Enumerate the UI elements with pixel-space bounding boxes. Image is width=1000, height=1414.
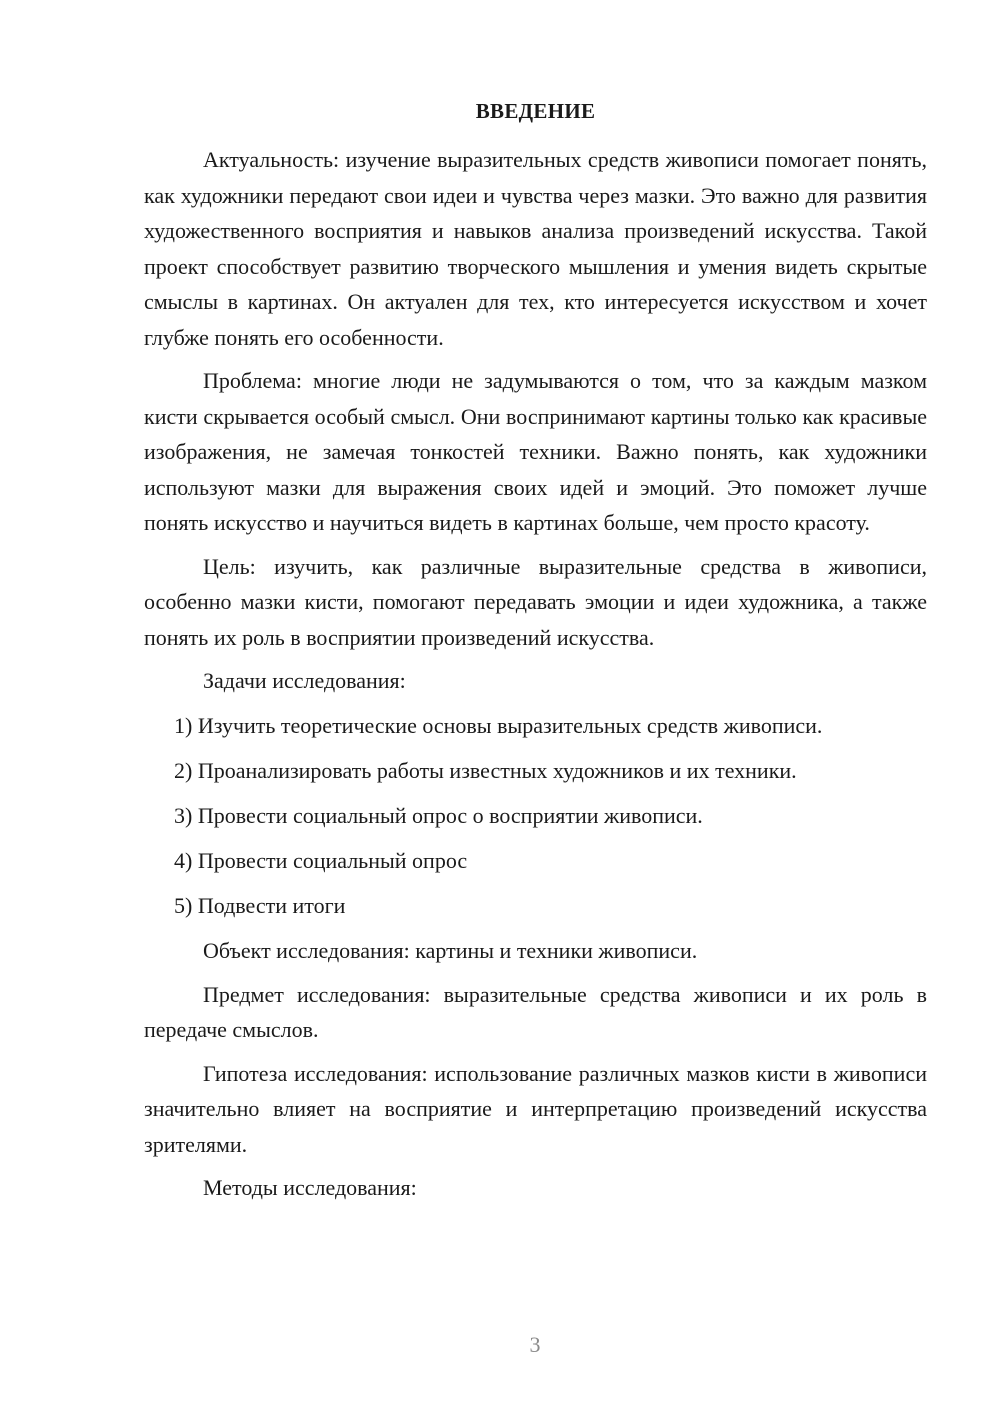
paragraph-subject: Предмет исследования: выразительные средства живописи и их роль в передаче смыслов. bbox=[144, 981, 927, 1042]
list-item: 3) Провести социальный опрос о восприятии живописи. bbox=[174, 803, 703, 828]
page-number: 3 bbox=[529, 1332, 541, 1357]
paragraph-methods: Методы исследования: bbox=[203, 1175, 417, 1200]
paragraph-relevance: Актуальность: изучение выразительных средств живописи помогает понять, как художники передают свои идеи и чувства через мазки. Это важно для развития художественного восприятия и навыков анализа произведений искусства. Такой проект способствует развитию творческого мышления и умения видеть скрытые смыслы в картинах. Он актуален для тех, кто интересуется искусством и хочет глубже понять его особенности. bbox=[144, 147, 927, 350]
tasks-heading: Задачи исследования: bbox=[203, 668, 406, 693]
paragraph-problem: Проблема: многие люди не задумываются о том, что за каждым мазком кисти скрывается особый смысл. Они воспринимают картины только как красивые изображения, не замечая тонкостей техники. Важно понять, как художники используют мазки для выражения своих идей и эмоций. Это поможет лучше понять искусство и научиться видеть в картинах больше, чем просто красоту. bbox=[144, 368, 927, 535]
paragraph-goal: Цель: изучить, как различные выразительные средства в живописи, особенно мазки кисти, помогают передавать эмоции и идеи художника, а также понять их роль в восприятии произведений искусства. bbox=[144, 553, 927, 650]
page-title: ВВЕДЕНИЕ bbox=[475, 99, 596, 123]
tasks-list bbox=[144, 708, 927, 924]
list-item: 1) Изучить теоретические основы выразительных средств живописи. bbox=[174, 713, 823, 738]
list-item: 5) Подвести итоги bbox=[174, 893, 346, 918]
paragraph-hypothesis: Гипотеза исследования: использование различных мазков кисти в живописи значительно влияет на восприятие и интерпретацию произведений искусства зрителями. bbox=[144, 1060, 927, 1157]
list-item: 4) Провести социальный опрос bbox=[174, 848, 468, 873]
list-item: 2) Проанализировать работы известных художников и их техники. bbox=[174, 758, 797, 783]
document-page bbox=[144, 96, 927, 1214]
paragraph-object: Объект исследования: картины и техники живописи. bbox=[203, 938, 698, 963]
